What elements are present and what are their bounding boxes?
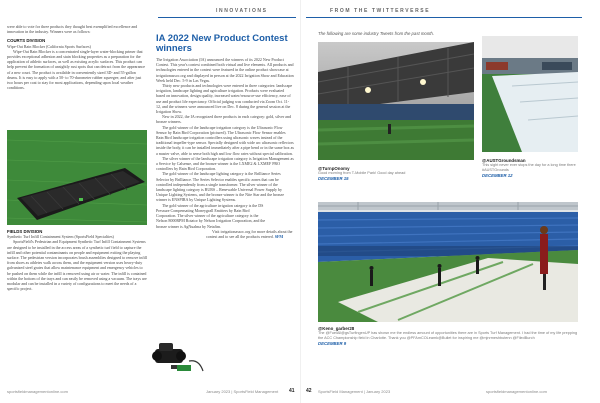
tweet3-stadium-photo bbox=[318, 202, 578, 322]
header-rule-right bbox=[306, 17, 582, 18]
right-page-number: 42 bbox=[306, 388, 312, 394]
contest-paragraph-7: The gold winner of the agriculture irrigation category is the DS Pressure Compensating Moneygrall Emitters by Rain Bird Corporation. The silver winner of the agriculture category is the Nelson 8000RPM Rotator by Nelson Irrigation Corporation, and the bronze winner is AgNualma by Netafim. bbox=[156, 202, 266, 229]
left-footer-url[interactable]: sportsfieldmanagementonline.com bbox=[7, 389, 68, 394]
end-mark: SFM bbox=[274, 233, 284, 239]
tweet3-text: The @FuelAll@gsTurfingenUP has shown me the endless amount of opportunities there are in Sports Turf Management. I had the time of my life prepping the ACC Championship field in Charlotte. Thank you @PFAmCOLeamk@Bullet for inspiring me @mjnrmeshbutenn @FiledBurch bbox=[318, 331, 578, 340]
section-header-innovations: INNOVATIONS bbox=[216, 8, 268, 14]
tweet1 bbox=[318, 166, 474, 181]
left-page-number: 41 bbox=[289, 388, 295, 394]
contest-paragraph-5: The silver winner of the landscape irrigation category is Irrigation Management as a Service by Calsense, and the bronze winner is the LXME2 & LXMEF PRO controllers by Rain Bird Corporation. bbox=[156, 155, 294, 172]
fields-division-product: Synthetic Turf Infill Containment System (SportsField Specialties) bbox=[7, 234, 114, 240]
right-footer-url[interactable]: sportsfieldmanagementonline.com bbox=[486, 389, 547, 394]
tweet2-date: DECEMBER 12 bbox=[482, 172, 513, 178]
contest-article-title: IA 2022 New Product Contest winners bbox=[156, 33, 288, 54]
tweet3 bbox=[318, 326, 580, 346]
twitter-intro: The following are some industry Tweets from the past month. bbox=[318, 31, 434, 36]
courts-division-body: Wipe-Out Rain Blocker is a concentrated single-layer water-blocking primer that provides exceptional adhesion and stain blocking properties as a preparation for the application of athletic surfaces, as well as existing acrylic surfaces. This product can help prevent the formation of unsightly rust spots that can detract from the appearance of a new court. The product is available in conveniently sized 3D- and 55-gallon drums. It is easy to apply with a 50- to 70-durometer rubber squeegee, and after just two hours per coat to stay for most applications, depending upon local weather conditions. bbox=[7, 48, 146, 91]
right-footer-issue: SportsField Management | January 2023 bbox=[318, 389, 391, 394]
fields-division-body: SportsField's Pedestrian and Equipment Synthetic Turf Infill Containment Systems are designed to be installed in the access areas of a synthetic turf field to capture the infill and other potential contaminants on people and equipment exiting the playing surface. The pedestrian version incorporates brush assemblies designed to remove infill from shoes as athletes walk across them, and the equipment version uses heavy-duty galvanized steel grates that allow maintenance equipment and emergency vehicles to be pushed on them while the infill is removed using air or water. The infill is contained within the bottom of the trays and can easily be removed using a vacuum. The trays are modular and can be installed in a variety of configurations to meet the needs of a specific project. bbox=[7, 239, 147, 292]
column1-intro: were able to vote for three products they thought best exemplified excellence and innovation in the industry. Winners were as follows: bbox=[7, 24, 138, 35]
tweet1-date: DECEMBER 15 bbox=[318, 175, 349, 181]
contest-paragraph-8 bbox=[156, 229, 294, 239]
tweet1-user[interactable]: @TurnpOnomy bbox=[318, 166, 350, 171]
tweet2 bbox=[482, 158, 578, 178]
tweet2-text: This sight never ever stops the day for a long time there #AUSTGrounds bbox=[482, 163, 576, 172]
contest-paragraph-6: The gold winner of the landscape lighting category is the Brilliance Series Selector by Brilliance. The Series Selector enables specific zones that can be controlled independently from a single transformer. The silver winner of the landscape lighting category is BURS – Renewable Universal Power Supply by Unique Lighting Systems, and the bronze winner is the Nite Star and the bronze winner is ENSPIRA by Unique Lighting Systems. bbox=[156, 171, 284, 203]
contest-paragraph-1: The Irrigation Association (IA) announced the winners of its 2022 New Product Contest. This year's contest combined both virtual and live elements. All products and technologies entered in the contest were featured in the online product showcase at irrigationassoc.org and displayed in person at the 2022 Irrigation Show and Education Week held Dec. 5-9 in Las Vegas. bbox=[156, 57, 294, 83]
left-column-1 bbox=[7, 24, 147, 90]
left-column-1-lower bbox=[7, 229, 147, 291]
tweet1-stadium-photo bbox=[318, 42, 474, 160]
courts-division-heading: COURTS DIVISION bbox=[7, 38, 46, 44]
tweet3-date: DECEMBER 9 bbox=[318, 340, 347, 346]
left-column-2 bbox=[156, 34, 294, 239]
fields-division-heading: FIELDS DIVISION bbox=[7, 229, 43, 234]
header-rule-left bbox=[158, 17, 296, 18]
section-header-twitterverse: FROM THE TWITTERVERSE bbox=[330, 8, 431, 14]
page-gutter bbox=[300, 0, 301, 403]
tweet2-user[interactable]: @AUSTGroundsman bbox=[482, 158, 526, 163]
tweet3-user[interactable]: @Keno_garber28 bbox=[318, 326, 355, 331]
tweet1-text: Good morning from T-Mobile Park! Good day ahead bbox=[318, 171, 406, 175]
contest-paragraph-8-text: Visit irrigationassoc.org for more details about the contest and to see all the products entered. bbox=[206, 228, 293, 239]
contest-paragraph-4: The gold winner of the landscape irrigation category is the Ultrasonic Flow Sensor by Rain Bird Corporation (pictured). The Ultrasonic Flow Sensor enables Rain Bird landscape irrigation controllers using ultrasonic waves instead of the traditional impeller-type sensor. Specially designed with wide arc ultrasonic reflectors inside the body, it can be installed immediately after a pipe bend or in the same box as a master valve, able to sense both high and low flow rates without special calibration. bbox=[156, 124, 294, 156]
flow-sensor-photo bbox=[151, 335, 207, 379]
contest-paragraph-3: New in 2022, the IA recognized three products in each category: gold, silver and bronze winners. bbox=[156, 114, 291, 125]
left-footer-issue: January 2023 | SportsField Management bbox=[206, 389, 279, 394]
courts-division-product: Wipe-Out Rain Blocker (California Sports Surfaces) bbox=[7, 43, 91, 49]
infill-containment-photo bbox=[7, 130, 147, 225]
tweet2-field-photo bbox=[482, 36, 578, 152]
contest-paragraph-2: Thirty new products and technologies were entered in three categories: landscape irrigation, landscape lighting and agriculture irrigation. Products were evaluated based on innovation, design quality, increased water/resource-use efficiency, ease of use and product life expectancy. Official judging was conducted via Zoom Oct. 11-12, and the winners were announced live on Dec. 8 during the general session at the Irrigation Show. bbox=[156, 83, 293, 115]
